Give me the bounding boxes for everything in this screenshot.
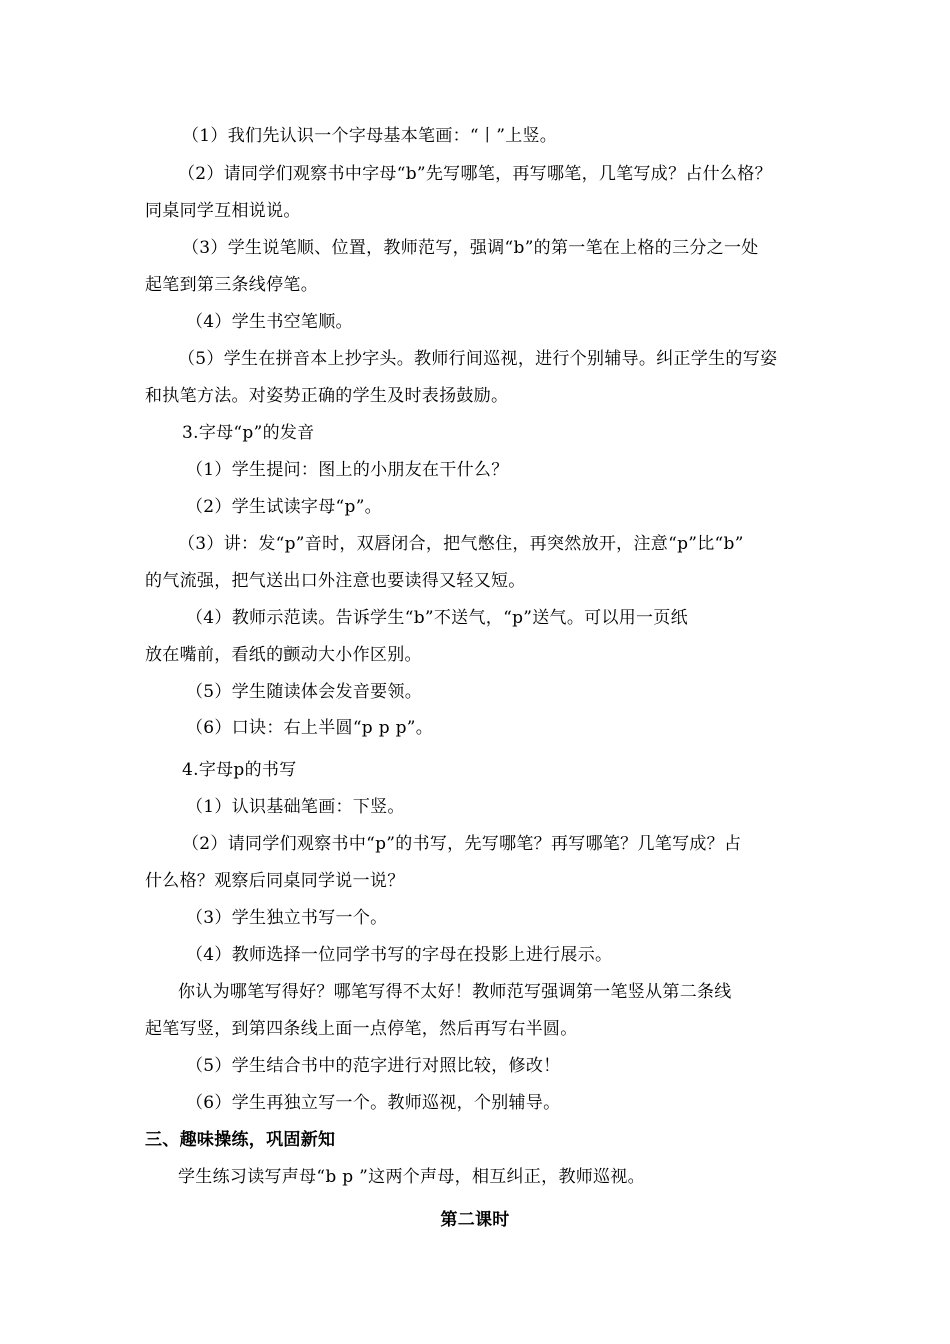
text-line: （5）学生在拼音本上抄字头。教师行间巡视，进行个别辅导。纠正学生的写姿 <box>178 349 778 369</box>
text-line: 学生练习读写声母“b p ”这两个声母，相互纠正，教师巡视。 <box>178 1167 645 1187</box>
text-line: 你认为哪笔写得好？哪笔写得不太好！教师范写强调第一笔竖从第二条线 <box>178 982 732 1002</box>
text-line: （1）我们先认识一个字母基本笔画：“丨”上竖。 <box>182 126 558 146</box>
text-line: 放在嘴前，看纸的颤动大小作区别。 <box>145 645 422 665</box>
text-line: （1）学生提问：图上的小朋友在干什么？ <box>186 460 509 480</box>
text-line: （4）教师选择一位同学书写的字母在投影上进行展示。 <box>186 945 613 965</box>
lesson-title: 第二课时 <box>440 1210 510 1230</box>
text-line: 什么格？观察后同桌同学说一说？ <box>145 871 405 891</box>
section-heading: 4.字母p的书写 <box>182 760 297 780</box>
text-line: （3）讲：发“p”音时，双唇闭合，把气憋住，再突然放开，注意“p”比“b” <box>178 534 744 554</box>
text-line: （6）口诀：右上半圆“p p p”。 <box>186 718 434 738</box>
text-line: （2）请同学们观察书中“p”的书写，先写哪笔？再写哪笔？几笔写成？占 <box>182 834 742 854</box>
text-line: （6）学生再独立写一个。教师巡视，个别辅导。 <box>186 1093 561 1113</box>
text-line: （3）学生说笔顺、位置，教师范写，强调“b”的第一笔在上格的三分之一处 <box>182 238 759 258</box>
text-line: （2）请同学们观察书中字母“b”先写哪笔，再写哪笔，几笔写成？占什么格？ <box>178 164 772 184</box>
text-line: （5）学生结合书中的范字进行对照比较，修改！ <box>186 1056 561 1076</box>
text-line: 和执笔方法。对姿势正确的学生及时表扬鼓励。 <box>145 386 509 406</box>
text-line: （5）学生随读体会发音要领。 <box>186 682 423 702</box>
text-line: （3）学生独立书写一个。 <box>186 908 388 928</box>
text-line: （2）学生试读字母“p”。 <box>186 497 382 517</box>
text-line: 起笔写竖，到第四条线上面一点停笔，然后再写右半圆。 <box>145 1019 578 1039</box>
section-heading: 3.字母“p”的发音 <box>182 423 315 443</box>
section-heading-bold: 三、趣味操练，巩固新知 <box>145 1130 336 1150</box>
text-line: 起笔到第三条线停笔。 <box>145 275 318 295</box>
text-line: 的气流强，把气送出口外注意也要读得又轻又短。 <box>145 571 526 591</box>
text-line: 同桌同学互相说说。 <box>145 201 301 221</box>
text-line: （1）认识基础笔画：下竖。 <box>186 797 405 817</box>
text-line: （4）学生书空笔顺。 <box>186 312 353 332</box>
text-line: （4）教师示范读。告诉学生“b”不送气，“p”送气。可以用一页纸 <box>186 608 688 628</box>
